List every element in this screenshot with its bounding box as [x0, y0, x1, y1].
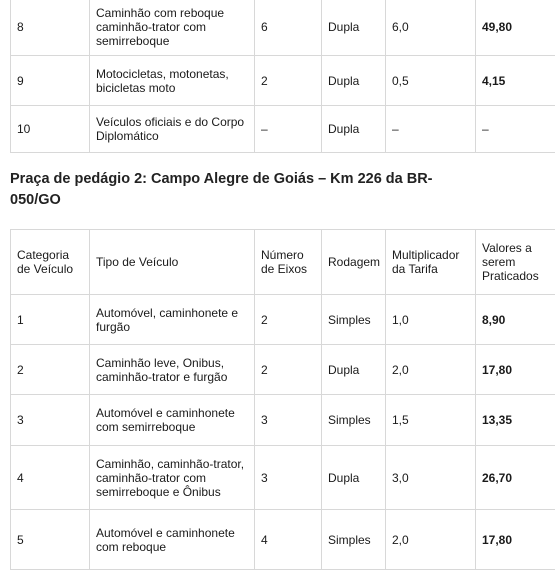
category-cell: 4 — [11, 446, 90, 510]
category-cell: 8 — [11, 0, 90, 56]
vehicle-type-cell: Motocicletas, motonetas, bicicletas moto — [90, 56, 255, 106]
value-cell: 4,15 — [476, 56, 555, 106]
header-category: Categoria de Veículo — [11, 230, 90, 295]
value-cell: 8,90 — [476, 295, 555, 345]
table-row — [11, 345, 555, 395]
vehicle-type-cell: Automóvel e caminhonete com semirreboque — [90, 395, 255, 446]
value-cell: 17,80 — [476, 510, 555, 570]
category-cell: 9 — [11, 56, 90, 106]
multiplier-cell: 3,0 — [386, 446, 476, 510]
axles-cell: 2 — [255, 56, 322, 106]
header-wheel-type: Rodagem — [322, 230, 386, 295]
multiplier-cell: 0,5 — [386, 56, 476, 106]
category-cell: 1 — [11, 295, 90, 345]
axles-cell: 2 — [255, 345, 322, 395]
multiplier-cell: 1,5 — [386, 395, 476, 446]
wheel-type-cell: Dupla — [322, 106, 386, 153]
table-row — [11, 395, 555, 446]
axles-cell: 3 — [255, 395, 322, 446]
wheel-type-cell: Simples — [322, 295, 386, 345]
header-multiplier: Multiplicador da Tarifa — [386, 230, 476, 295]
category-cell: 2 — [11, 345, 90, 395]
value-cell: 17,80 — [476, 345, 555, 395]
vehicle-type-cell: Caminhão com reboque caminhão-trator com semirreboque — [90, 0, 255, 56]
category-cell: 3 — [11, 395, 90, 446]
wheel-type-cell: Dupla — [322, 345, 386, 395]
axles-cell: 6 — [255, 0, 322, 56]
table-header-row — [11, 230, 555, 295]
toll-table-continued — [10, 0, 555, 153]
value-cell: 49,80 — [476, 0, 555, 56]
multiplier-cell: – — [386, 106, 476, 153]
multiplier-cell: 1,0 — [386, 295, 476, 345]
multiplier-cell: 2,0 — [386, 510, 476, 570]
table-row — [11, 295, 555, 345]
axles-cell: 2 — [255, 295, 322, 345]
table-row — [11, 106, 555, 153]
header-axles: Número de Eixos — [255, 230, 322, 295]
wheel-type-cell: Dupla — [322, 0, 386, 56]
vehicle-type-cell: Automóvel e caminhonete com reboque — [90, 510, 255, 570]
header-vehicle-type: Tipo de Veículo — [90, 230, 255, 295]
value-cell: 26,70 — [476, 446, 555, 510]
category-cell: 5 — [11, 510, 90, 570]
header-value: Valores a serem Praticados — [476, 230, 555, 295]
vehicle-type-cell: Veículos oficiais e do Corpo Diplomático — [90, 106, 255, 153]
table-row — [11, 510, 555, 570]
value-cell: – — [476, 106, 555, 153]
vehicle-type-cell: Automóvel, caminhonete e furgão — [90, 295, 255, 345]
wheel-type-cell: Dupla — [322, 446, 386, 510]
value-cell: 13,35 — [476, 395, 555, 446]
table-row — [11, 446, 555, 510]
vehicle-type-cell: Caminhão leve, Onibus, caminhão-trator e furgão — [90, 345, 255, 395]
multiplier-cell: 2,0 — [386, 345, 476, 395]
table-row — [11, 56, 555, 106]
wheel-type-cell: Dupla — [322, 56, 386, 106]
axles-cell: – — [255, 106, 322, 153]
vehicle-type-cell: Caminhão, caminhão-trator, caminhão-trator com semirreboque e Ônibus — [90, 446, 255, 510]
multiplier-cell: 6,0 — [386, 0, 476, 56]
table-row — [11, 0, 555, 56]
section-heading: Praça de pedágio 2: Campo Alegre de Goiás – Km 226 da BR-050/GO — [10, 169, 450, 211]
axles-cell: 3 — [255, 446, 322, 510]
wheel-type-cell: Simples — [322, 510, 386, 570]
toll-table-plaza-2 — [10, 229, 555, 570]
category-cell: 10 — [11, 106, 90, 153]
axles-cell: 4 — [255, 510, 322, 570]
wheel-type-cell: Simples — [322, 395, 386, 446]
